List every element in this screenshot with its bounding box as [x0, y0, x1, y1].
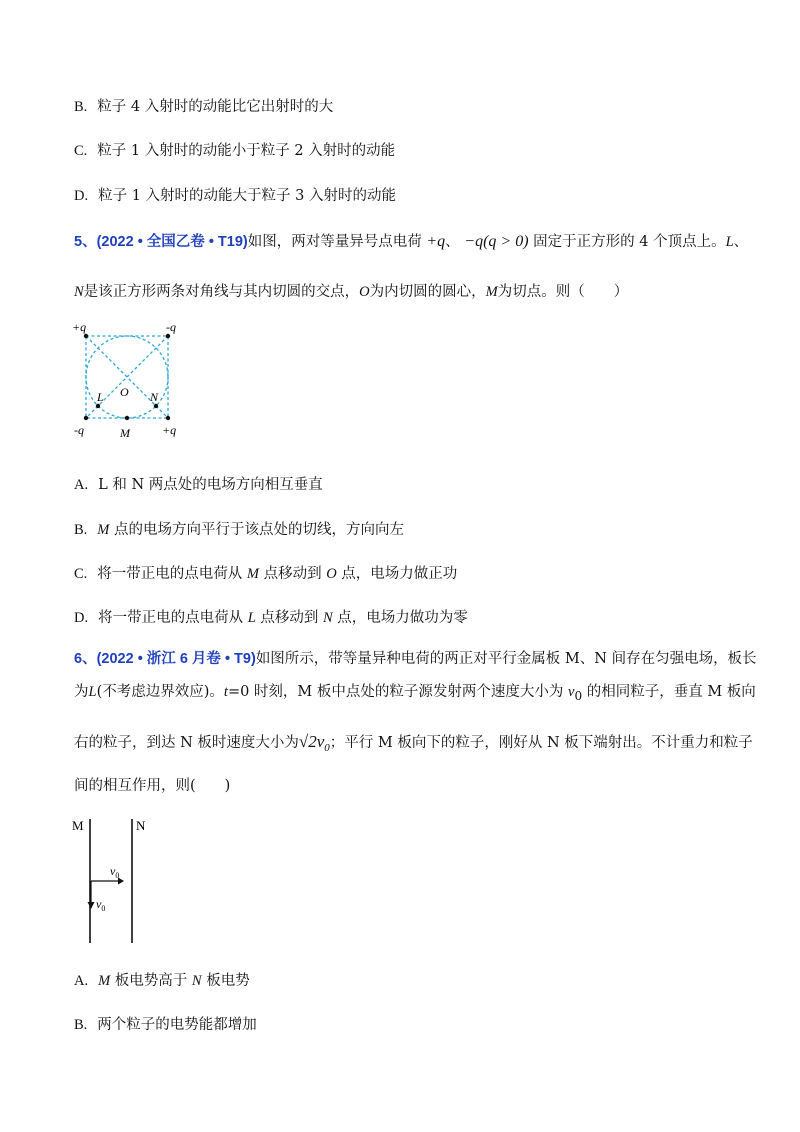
- charge-point-br: [166, 416, 170, 420]
- q5-option-d: D. 将一带正电的点电荷从 L 点移动到 N 点，电场力做功为零: [74, 610, 468, 626]
- q5-square-figure: [66, 316, 196, 446]
- q4-option-d: D. 粒子 1 入射时的动能大于粒子 3 入射时的动能: [74, 188, 396, 204]
- point-M: [125, 416, 129, 420]
- point-N: [154, 404, 158, 408]
- q6-plates-figure: [70, 815, 160, 950]
- point-L: [96, 404, 100, 408]
- q6-stem-line-1: 6、(2022 • 浙江 6 月卷 • T9)如图所示，带等量异种电荷的两正对平行金属板 M、N 间存在匀强电场，板长: [74, 651, 757, 667]
- arrowhead-down-icon: [88, 902, 95, 909]
- label-tl: +q: [72, 320, 87, 334]
- q6-stem-line-4: 间的相互作用，则( ): [74, 778, 231, 794]
- label-tr: -q: [166, 320, 176, 334]
- charge-point-tl: [84, 334, 88, 338]
- q6-option-a: A. M 板电势高于 N 板电势: [74, 973, 250, 989]
- label-bl: -q: [74, 423, 84, 437]
- q5-option-a: A. L 和 N 两点处的电场方向相互垂直: [74, 477, 323, 493]
- q6-stem-line-3: 右的粒子，到达 N 板时速度大小为$√2v_0$；平行 M 板向下的粒子，刚好从 N 板下端射出。不计重力和粒子: [74, 732, 753, 754]
- q4-option-c: C. 粒子 1 入射时的动能小于粒子 2 入射时的动能: [74, 143, 396, 159]
- label-O: O: [120, 385, 129, 399]
- q6-option-b: B. 两个粒子的电势能都增加: [74, 1017, 257, 1033]
- q5-stem-line-1: 5、(2022 • 全国乙卷 • T19)如图，两对等量异号点电荷 +q、 −q(q > 0) 固定于正方形的 4 个顶点上。L、: [74, 233, 749, 250]
- q5-option-c: C. 将一带正电的点电荷从 M 点移动到 O 点，电场力做正功: [74, 566, 458, 582]
- label-M: M: [120, 426, 130, 440]
- charge-point-bl: [84, 416, 88, 420]
- label-L: L: [97, 390, 104, 404]
- label-M: M: [72, 818, 84, 833]
- label-br: +q: [162, 423, 177, 437]
- label-v0-right: $v_0$: [110, 864, 120, 880]
- q4-option-b: B. 粒子 4 入射时的动能比它出射时的大: [74, 99, 334, 115]
- label-N: N: [136, 818, 146, 833]
- q5-option-b: B. M 点的电场方向平行于该点处的切线，方向向左: [74, 522, 404, 538]
- label-N: N: [150, 390, 159, 404]
- label-v0-down: $v_0$: [96, 897, 106, 913]
- charge-point-tr: [166, 334, 170, 338]
- q6-stem-line-2: 为L(不考虑边界效应)。t=0 时刻，M 板中点处的粒子源发射两个速度大小为 $v_0$ 的相同粒子，垂直 M 板向: [74, 684, 756, 703]
- q5-stem-line-2: N是该正方形两条对角线与其内切圆的交点，O为内切圆的圆心，M为切点。则（ ）: [74, 284, 629, 300]
